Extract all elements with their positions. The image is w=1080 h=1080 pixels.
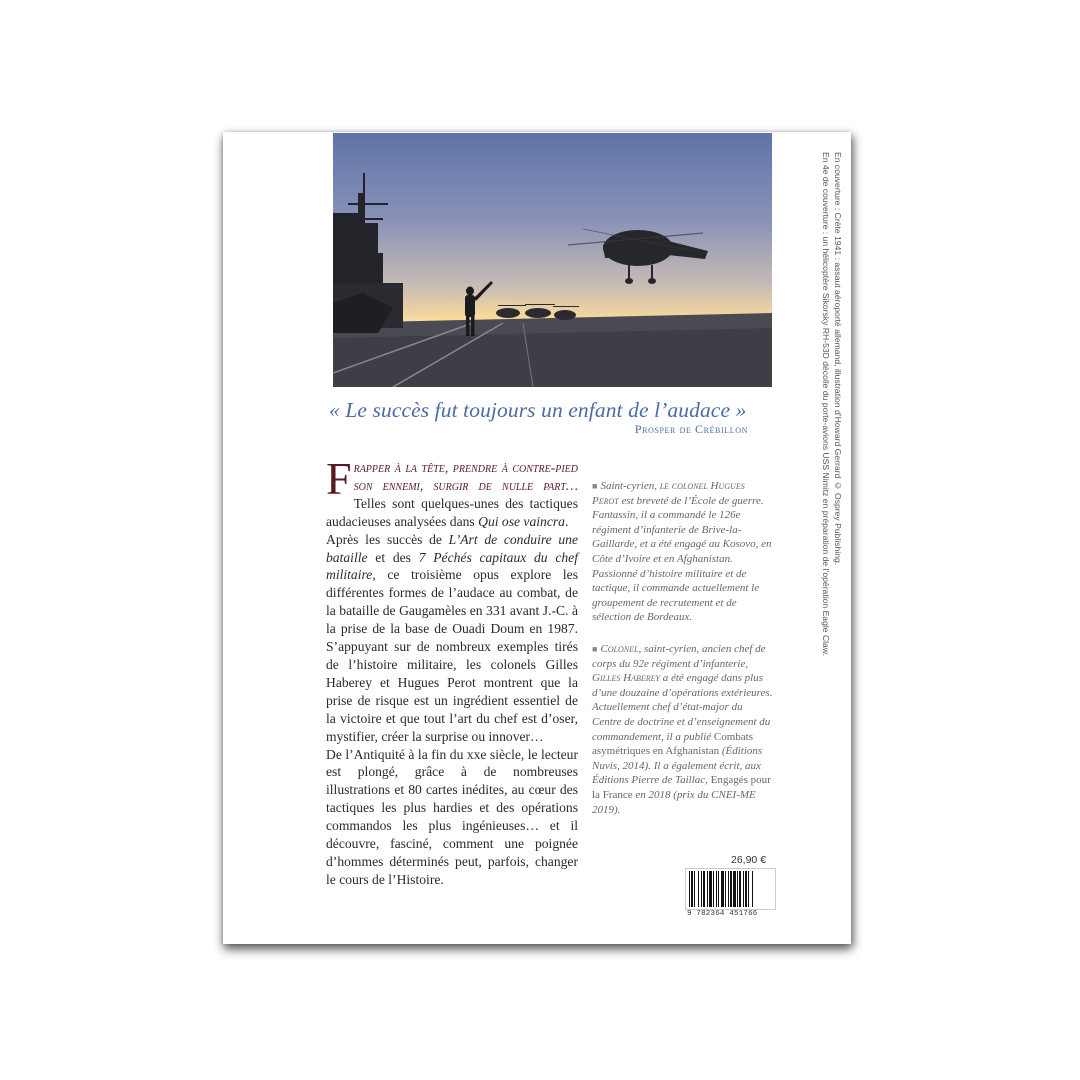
barcode-bar: [709, 871, 712, 907]
bio2-book2: Engagés pour la France: [592, 774, 771, 801]
bio2-name: Gilles Haberey: [592, 672, 660, 685]
barcode-bars: [686, 869, 775, 909]
barcode-bar: [743, 871, 744, 907]
blurb-p2-a: Après les succès de: [326, 531, 449, 547]
barcode-bar: [716, 871, 717, 907]
bio1-a: Saint-cyrien,: [600, 480, 660, 492]
drop-cap: F: [326, 453, 352, 504]
blurb-paragraph-2: [326, 531, 578, 746]
blurb-p2-title1: L’Art de conduire une bataille: [326, 531, 578, 565]
blurb-paragraph-1: [326, 453, 578, 531]
barcode-bar: [701, 871, 702, 907]
epigraph-author: Prosper de Crébillon: [634, 422, 748, 436]
bio2-a: , saint-cyrien, ancien chef de corps du 92e régiment d’infanterie,: [592, 643, 766, 670]
cover-photo: [333, 133, 772, 387]
blurb-p2-b: et des: [367, 549, 419, 565]
blurb-paragraph-3: De l’Antiquité à la fin du xxe siècle, le lecteur est plongé, grâce à de nombreuses illustrations et 80 cartes inédites, au cœur des tactiques les plus hardies et des opérations commandos les plus ingénieuses… et il découvre, fasciné, comment une poignée d’hommes déterminés peut, parfois, changer le cours de l’Histoire.: [326, 746, 578, 887]
barcode-bar: [730, 871, 732, 907]
barcode-bar: [737, 871, 738, 907]
blurb-lead: rapper à la tête, prendre à contre-pied son ennemi, surgir de nulle part…: [353, 460, 578, 493]
barcode-bar: [721, 871, 724, 907]
epigraph-quote: « Le succès fut toujours un enfant de l’audace »: [329, 398, 747, 422]
bio1-b: est breveté de l’École de guerre. Fantassin, il a commandé le 126e régiment d’infanterie de Brive-la-Gaillarde, et a été engagé au Kosovo, en Côte d’Ivoire et en Afghanistan. Passionné d’histoire militaire et de tactique, il commande actuellement le groupement de recrutement et de sélection de Bordeaux.: [592, 494, 772, 624]
blurb-p1-title: Qui ose vaincra: [478, 513, 565, 529]
bio2-rank: Colonel: [600, 643, 639, 655]
barcode-bar: [739, 871, 741, 907]
bullet-square-icon: ■: [592, 644, 598, 654]
barcode: [685, 868, 776, 910]
author-bio-perot: [592, 479, 774, 625]
barcode-bar: [752, 871, 753, 907]
bullet-square-icon: ■: [592, 481, 598, 491]
credit-line-2: En 4e de couverture : un hélicoptère Sikorsky RH-53D décolle du porte-avions USS Nimitz en préparation de l’opération Eagle Claw.: [821, 152, 831, 656]
blurb-p2-c: , ce troisième opus explore les différentes formes de l’audace au combat, de la bataille de Gaugamèles en 331 avant J.-C. à la prise de la base de Ouadi Doum en 1987. S’appuyant sur de nombreux exemples tirés de l’histoire militaire, les colonels Gilles Haberey et Hugues Perot montrent que la prise de risque est un ingrédient essentiel de la victoire et que tout l’art du chef est d’oser, mystifier, créer la surprise ou innover…: [326, 567, 578, 744]
credit-line-1: En couverture : Crète 1941 : assaut aéroporté allemand, illustration d’Howard Gerrard © Osprey Publishing.: [833, 152, 843, 566]
barcode-bar: [691, 871, 693, 907]
isbn-number: 9 782364 451766: [687, 910, 758, 918]
book-back-cover: [223, 132, 851, 944]
barcode-bar: [703, 871, 705, 907]
bio2-c: (Éditions Nuvis, 2014). Il a également écrit, aux Éditions Pierre de Taillac,: [592, 745, 763, 787]
barcode-bar: [694, 871, 695, 907]
blurb-p1-text: Telles sont quelques-unes des tactiques audacieuses analysées dans: [326, 495, 578, 529]
barcode-bar: [689, 871, 690, 907]
bio2-book1: Combats asymétriques en Afghanistan: [592, 730, 754, 758]
barcode-bar: [707, 871, 708, 907]
bio2-d: en 2018 (prix du CNEI-ME 2019).: [592, 788, 756, 816]
cover-credits: [820, 152, 844, 656]
author-bio-haberey: [592, 642, 774, 817]
barcode-bar: [713, 871, 714, 907]
blurb: [326, 453, 578, 889]
helicopter-carrier-photo: [333, 133, 772, 387]
barcode-bar: [698, 871, 699, 907]
barcode-bar: [728, 871, 729, 907]
blurb-p2-title2: 7 Péchés capitaux du chef militaire: [326, 549, 578, 583]
barcode-bar: [733, 871, 736, 907]
barcode-bar: [718, 871, 719, 907]
barcode-bar: [725, 871, 726, 907]
barcode-bar: [745, 871, 747, 907]
blurb-p1-end: .: [564, 513, 569, 529]
barcode-bar: [748, 871, 749, 907]
bio1-name: le colonel Hugues Perot: [592, 480, 745, 507]
price-label: 26,90 €: [731, 854, 767, 866]
bio2-b: a été engagé dans plus d’une douzaine d’opérations extérieures. Actuellement chef d’état-major du Centre de doctrine et d’enseignement du commandement, il a publié: [592, 672, 773, 743]
